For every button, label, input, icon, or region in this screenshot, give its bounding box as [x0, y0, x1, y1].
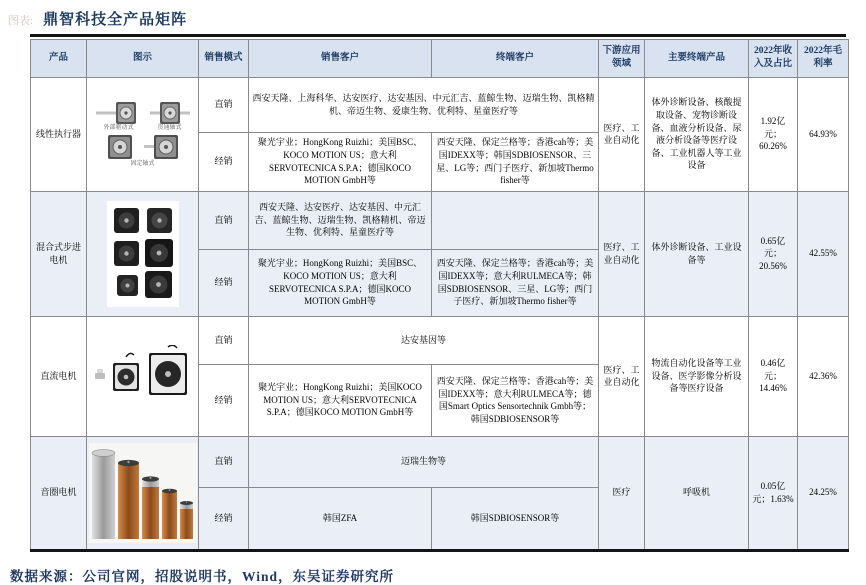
- cell-gross-margin: 64.93%: [798, 77, 849, 191]
- voice-coil-illustration: [89, 443, 197, 543]
- stepper-motor-grid-icon: [111, 205, 175, 303]
- col-header-gross-margin: 2022年毛利率: [798, 40, 849, 78]
- cell-end-products: 物流自动化设备等工业设备、医学影像分析设备等医疗设备: [645, 316, 749, 436]
- col-header-revenue: 2022年收入及占比: [749, 40, 798, 78]
- cell-dist-end-customers: 西安天隆、保定兰格等；香港cah等；美国IDEXX等；意大利RULMECA等；德国Smart Optics Sensortechnik Gmbh等；韩国SDBIOSENSOR等: [432, 364, 599, 436]
- cell-dist-sales-customers: 韩国ZFA: [249, 487, 432, 550]
- cell-application-field: 医疗、工业自动化: [599, 191, 645, 316]
- table-row: [31, 77, 849, 132]
- figure-label: 图表:: [8, 15, 34, 27]
- cell-end-products: 体外诊断设备、工业设备等: [645, 191, 749, 316]
- cell-revenue: 0.05亿元；1.63%: [749, 436, 798, 550]
- cell-direct-customers: 达安基因等: [249, 316, 599, 364]
- cell-sales-mode-direct: 直销: [199, 436, 249, 487]
- title-rule: [30, 34, 846, 37]
- cell-product-name: 音圈电机: [31, 436, 87, 550]
- cell-end-products: 体外诊断设备、核酸提取设备、宠物诊断设备、血液分析设备、尿液分析设备等医疗设备、工业机器人等工业设备: [645, 77, 749, 191]
- cell-end-products: 呼吸机: [645, 436, 749, 550]
- page-title: 鼎智科技全产品矩阵: [43, 12, 188, 28]
- cell-sales-mode-dist: 经销: [199, 487, 249, 550]
- cell-dist-sales-customers: 聚光宇业；HongKong Ruizhi；美国BSC、KOCO MOTION US；意大利SERVOTECNICA S.P.A；德国KOCO MOTION GmbH等: [249, 132, 432, 191]
- product-matrix-table: [30, 39, 849, 552]
- cell-product-name: 直流电机: [31, 316, 87, 436]
- cell-dist-sales-customers: 聚光宇业；HongKong Ruizhi；美国BSC、KOCO MOTION US；意大利SERVOTECNICA S.P.A；德国KOCO MOTION GmbH等: [249, 249, 432, 316]
- cell-illustration: [87, 436, 199, 550]
- dc-motors-illustration: [91, 341, 195, 411]
- col-header-sales-customers: 销售客户: [249, 40, 432, 78]
- table-row: [31, 191, 849, 249]
- cell-direct-customers: 西安天隆、上海科华、达安医疗、达安基因、中元汇吉、蓝鲸生物、迈瑞生物、凯格精机、帝迈生物、爱康生物、优利特、星童医疗等: [249, 77, 599, 132]
- col-header-application: 下游应用领域: [599, 40, 645, 78]
- cell-revenue: 0.65亿元；20.56%: [749, 191, 798, 316]
- cell-dist-end-customers: 韩国SDBIOSENSOR等: [432, 487, 599, 550]
- fixed-shaft-motor-pair-icon: [106, 133, 180, 161]
- table-row: [31, 436, 849, 487]
- cell-sales-mode-direct: 直销: [199, 77, 249, 132]
- cell-gross-margin: 42.55%: [798, 191, 849, 316]
- stepper-motors-illustration: [107, 201, 179, 307]
- cell-dist-end-customers: 西安天隆、保定兰格等；香港cah等；美国IDEXX等；意大利RULMECA等；韩国SDBIOSENSOR、三星、LG等；西门子医疗、新加坡Thermo fisher等: [432, 249, 599, 316]
- linear-actuator-illustration: [89, 101, 196, 168]
- through-shaft-motor-icon: [150, 101, 190, 125]
- cell-gross-margin: 42.36%: [798, 316, 849, 436]
- dc-motor-icon: [93, 345, 193, 407]
- cell-application-field: 医疗: [599, 436, 645, 550]
- cell-sales-mode-dist: 经销: [199, 249, 249, 316]
- cell-illustration: [87, 316, 199, 436]
- cell-sales-mode-dist: 经销: [199, 132, 249, 191]
- cell-product-name: 线性执行器: [31, 77, 87, 191]
- cell-dist-end-customers: 西安天隆、保定兰格等；香港cah等；美国IDEXX等；韩国SDBIOSENSOR、三星、LG等；西门子医疗、新加坡Thermo fisher等: [432, 132, 599, 191]
- cell-application-field: 医疗、工业自动化: [599, 316, 645, 436]
- table-row: [31, 316, 849, 364]
- cell-direct-customers: 迈瑞生物等: [249, 436, 599, 487]
- cell-direct-customers: 西安天隆、达安医疗、达安基因、中元汇吉、蓝鲸生物、迈瑞生物、凯格精机、帝迈生物、优利特、星童医疗等: [249, 191, 432, 249]
- product-band-hybrid-stepper: [31, 191, 849, 316]
- product-band-linear-actuator: [31, 77, 849, 191]
- product-band-dc-motor: [31, 316, 849, 436]
- col-header-product: 产品: [31, 40, 87, 78]
- cell-application-field: 医疗、工业自动化: [599, 77, 645, 191]
- image-caption: 贯通轴式: [157, 124, 182, 131]
- cell-direct-end-customers: [432, 191, 599, 249]
- cell-sales-mode-dist: 经销: [199, 364, 249, 436]
- product-band-voice-coil: [31, 436, 849, 550]
- cell-sales-mode-direct: 直销: [199, 191, 249, 249]
- col-header-end-customers: 终端客户: [432, 40, 599, 78]
- col-header-sales-mode: 销售模式: [199, 40, 249, 78]
- figure-title-row: [8, 8, 846, 29]
- cell-product-name: 混合式步进电机: [31, 191, 87, 316]
- header-row: [31, 40, 849, 78]
- voice-coil-cylinders-icon: [90, 445, 196, 541]
- cell-revenue: 0.46亿元；14.46%: [749, 316, 798, 436]
- cell-sales-mode-direct: 直销: [199, 316, 249, 364]
- image-caption: 固定轴式: [130, 161, 155, 168]
- data-source-note: 数据来源：公司官网，招股说明书，Wind，东吴证券研究所: [10, 568, 395, 584]
- col-header-illustration: 图示: [87, 40, 199, 78]
- cell-dist-sales-customers: 聚光宇业；HongKong Ruizhi；美国KOCO MOTION US；意大利SERVOTECNICA S.P.A；德国KOCO MOTION GmbH等: [249, 364, 432, 436]
- cell-gross-margin: 24.25%: [798, 436, 849, 550]
- col-header-end-products: 主要终端产品: [645, 40, 749, 78]
- image-caption: 外部驱动式: [103, 124, 134, 131]
- cell-illustration: [87, 191, 199, 316]
- external-drive-motor-icon: [96, 101, 142, 125]
- cell-revenue: 1.92亿元；60.26%: [749, 77, 798, 191]
- cell-illustration: [87, 77, 199, 191]
